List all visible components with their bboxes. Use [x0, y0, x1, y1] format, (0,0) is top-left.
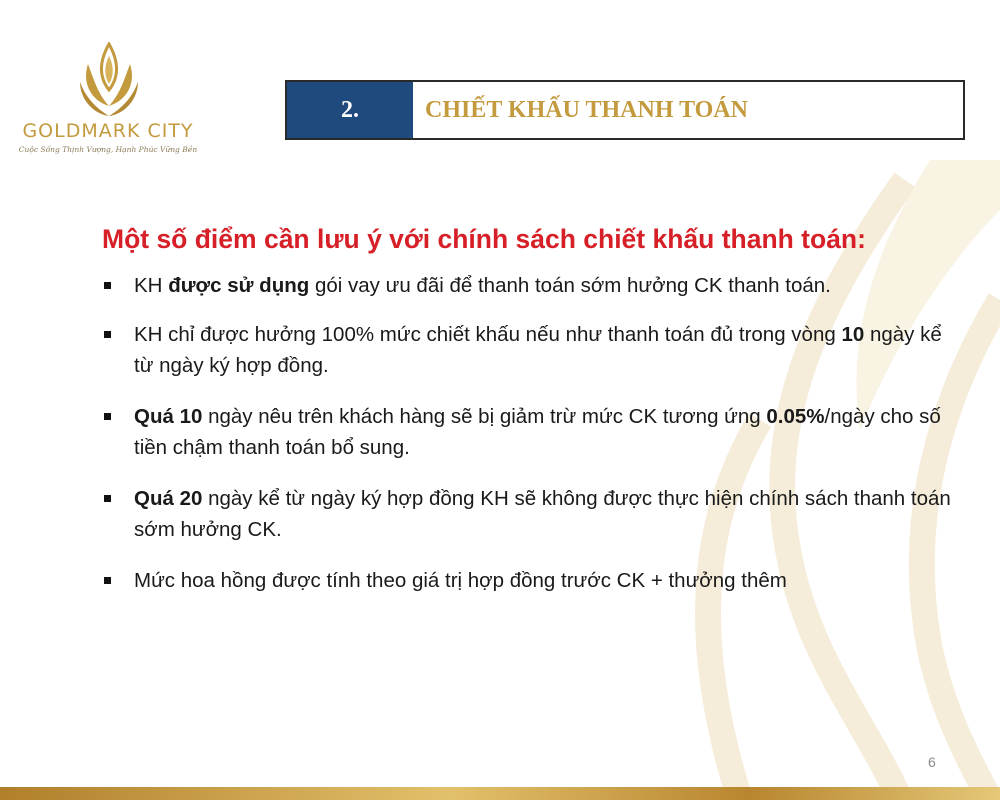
bullet-text: ngày kể từ ngày ký hợp đồng KH sẽ không được thực hiện chính sách thanh toán sớm hưởng CK. — [134, 487, 951, 541]
section-number: 2. — [287, 82, 413, 138]
bullet-bold-text: Quá 20 — [134, 487, 203, 510]
logo-tagline: Cuộc Sống Thịnh Vượng, Hạnh Phúc Vững Bền — [18, 145, 198, 154]
lotus-flame-icon — [78, 42, 140, 120]
bullet-item — [102, 401, 962, 463]
bullet-text: /ngày cho số tiền chậm thanh toán bổ sung. — [134, 405, 941, 459]
bullet-item — [102, 319, 962, 381]
bullet-text: Mức hoa hồng được tính theo giá trị hợp đồng trước CK + thưởng thêm — [134, 569, 787, 592]
bullet-bold-text: Quá 10 — [134, 405, 203, 428]
bullet-text: ngày kể từ ngày ký hợp đồng. — [134, 323, 942, 377]
bullet-text: KH chỉ được hưởng 100% mức chiết khấu nếu như thanh toán đủ trong vòng — [134, 323, 842, 346]
goldmark-city-logo — [8, 42, 208, 162]
bullet-item — [102, 565, 962, 596]
bullet-bold-text: 0.05% — [766, 405, 825, 428]
bullet-text: KH — [134, 274, 169, 297]
section-title: CHIẾT KHẤU THANH TOÁN — [425, 96, 748, 123]
bullet-text: gói vay ưu đãi để thanh toán sớm hưởng CK thanh toán. — [309, 274, 831, 297]
page-number: 6 — [928, 754, 936, 770]
logo-wordmark: GOLDMARK CITY — [22, 120, 194, 142]
bullet-item — [102, 483, 962, 545]
bullet-bold-text: được sử dụng — [168, 274, 310, 297]
bottom-gold-bar — [0, 787, 1000, 800]
bullet-list — [102, 270, 962, 596]
slide-heading: Một số điểm cần lưu ý với chính sách chiết khấu thanh toán: — [102, 224, 866, 254]
bullet-text: ngày nêu trên khách hàng sẽ bị giảm trừ mức CK tương ứng — [202, 405, 767, 428]
section-title-box — [285, 80, 965, 140]
bullet-item — [102, 270, 962, 301]
bullet-bold-text: 10 — [841, 323, 865, 346]
